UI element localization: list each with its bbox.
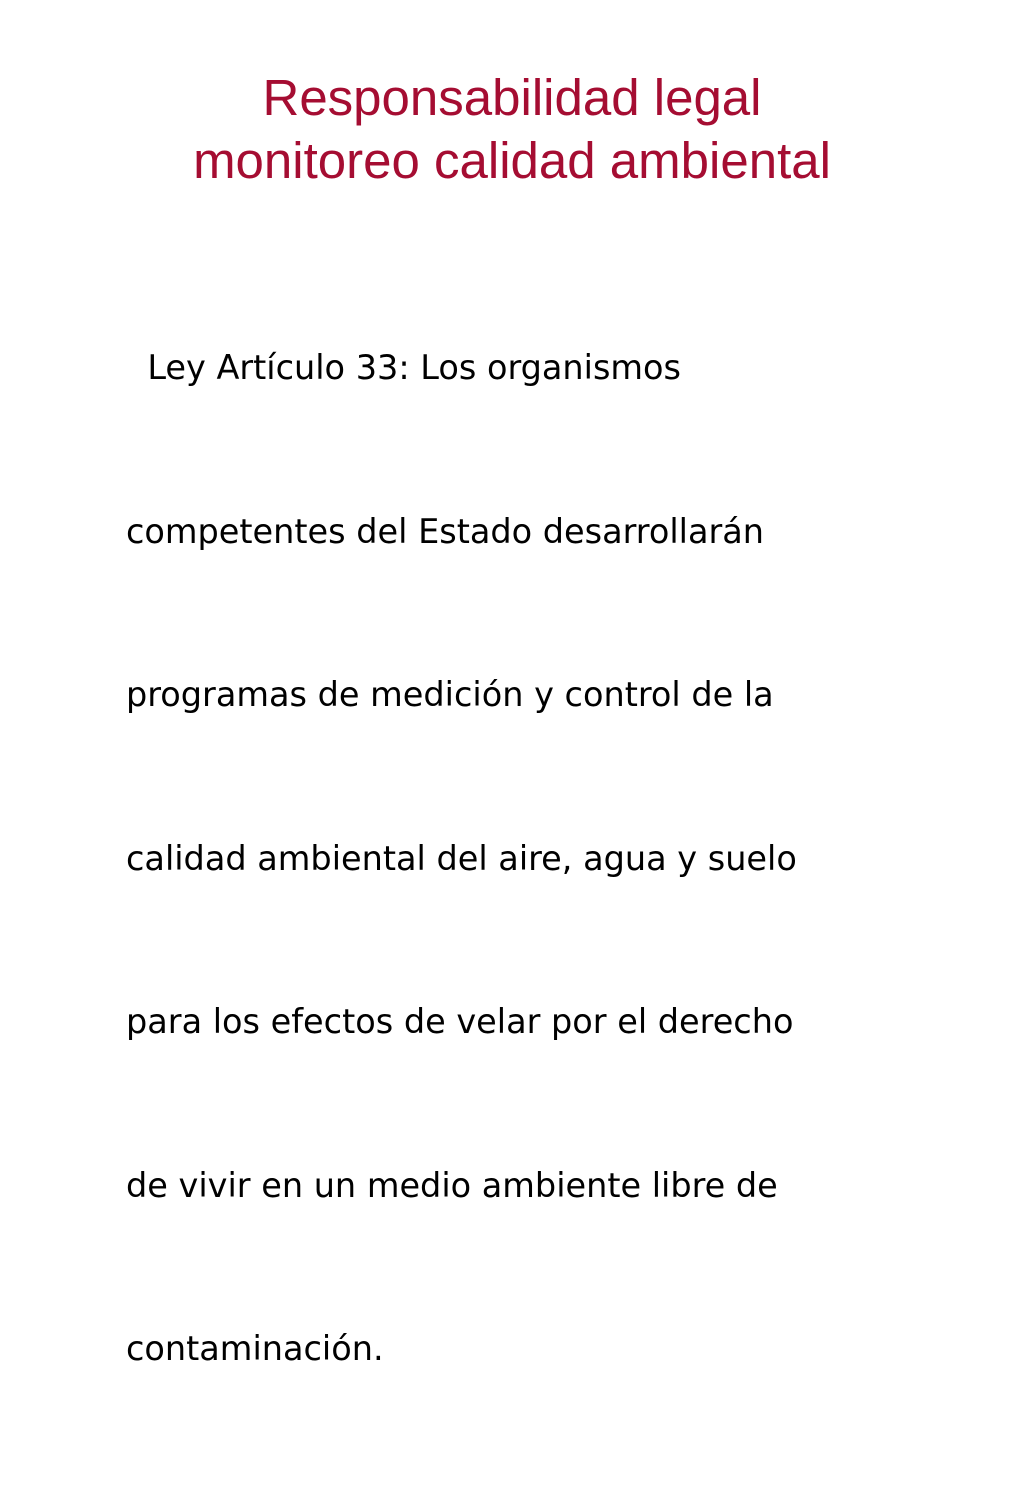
- body-line-4: calidad ambiental del aire, agua y suelo: [126, 838, 797, 878]
- body-line-2: competentes del Estado desarrollarán: [126, 511, 765, 551]
- body-line-1: Ley Artículo 33: Los organismos: [126, 348, 681, 387]
- slide-body-text: [126, 232, 946, 1486]
- body-line-6: de vivir en un medio ambiente libre de: [126, 1165, 778, 1205]
- slide-title-line-1: Responsabilidad legal: [262, 69, 762, 126]
- slide-title: [0, 66, 1024, 192]
- body-line-7: contaminación.: [126, 1329, 384, 1368]
- body-line-3: programas de medición y control de la: [126, 675, 774, 714]
- slide-title-line-2: monitoreo calidad ambiental: [193, 132, 831, 189]
- body-line-5: para los efectos de velar por el derecho: [126, 1002, 794, 1041]
